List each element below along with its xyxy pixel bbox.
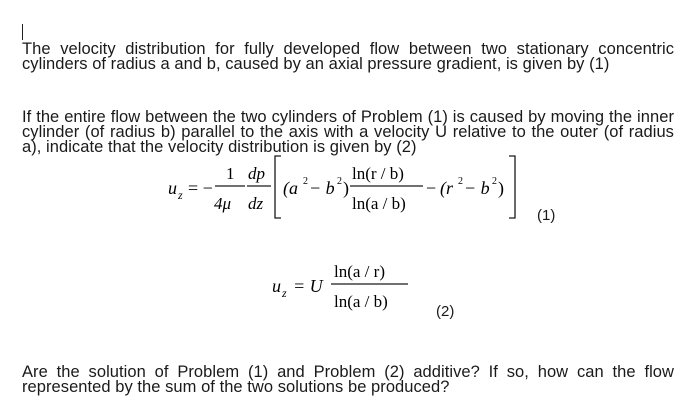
problem-2-statement: If the entire flow between the two cylinders of Problem (1) is caused by moving the inner cylinder (of radius b) parallel to the axis with a velocity U relative to the outer (of radius a), indicate that the velocity distribution is given by (2) bbox=[22, 107, 674, 156]
eq1-term1-mid: − b bbox=[309, 178, 335, 198]
eq2-log-num: ln(a / r) bbox=[334, 262, 385, 281]
eq1-term2-mid: − b bbox=[464, 178, 490, 198]
eq1-equals: = − bbox=[188, 178, 213, 198]
eq1-log-den: ln(a / b) bbox=[352, 194, 406, 213]
eq2-equals: = U bbox=[293, 276, 323, 296]
eq1-term2-sq2: 2 bbox=[492, 176, 497, 187]
eq1-term1-sq2: 2 bbox=[337, 176, 342, 187]
eq1-left-bracket bbox=[275, 156, 281, 218]
eq1-dp-num: dp bbox=[248, 164, 265, 183]
equation-2-label: (2) bbox=[436, 303, 455, 320]
eq1-term2-sq: 2 bbox=[458, 176, 463, 187]
eq1-minus: − bbox=[426, 178, 437, 198]
question-statement: Are the solution of Problem (1) and Problem (2) additive? If so, how can the flow represented by the sum of the two solutions be produced? bbox=[22, 362, 674, 396]
problem-1-statement: The velocity distribution for fully developed flow between two stationary concentric cylinders of radius a and b, caused by an axial pressure gradient, is given by (1) bbox=[22, 39, 674, 73]
eq2-lhs: u bbox=[272, 276, 281, 296]
eq1-term2-close: ) bbox=[498, 178, 504, 198]
equation-1-label: (1) bbox=[537, 207, 556, 224]
eq1-term1-sq: 2 bbox=[303, 176, 308, 187]
text-cursor bbox=[22, 24, 23, 40]
eq2-lhs-sub: z bbox=[282, 286, 287, 300]
eq1-lhs: u bbox=[168, 178, 177, 198]
eq1-term1-close: ) bbox=[343, 178, 349, 198]
eq1-coef-num: 1 bbox=[226, 164, 235, 183]
eq1-log-num: ln(r / b) bbox=[352, 164, 404, 183]
eq1-term1-open: (a bbox=[283, 178, 298, 198]
eq1-coef-den: 4μ bbox=[214, 194, 232, 213]
eq1-dp-den: dz bbox=[248, 194, 264, 213]
equation-1 bbox=[0, 150, 690, 230]
eq1-right-bracket bbox=[509, 156, 515, 218]
eq1-term2-open: (r bbox=[440, 178, 453, 198]
eq2-log-den: ln(a / b) bbox=[334, 292, 388, 311]
equation-2 bbox=[0, 250, 690, 320]
eq1-lhs-sub: z bbox=[178, 188, 183, 202]
